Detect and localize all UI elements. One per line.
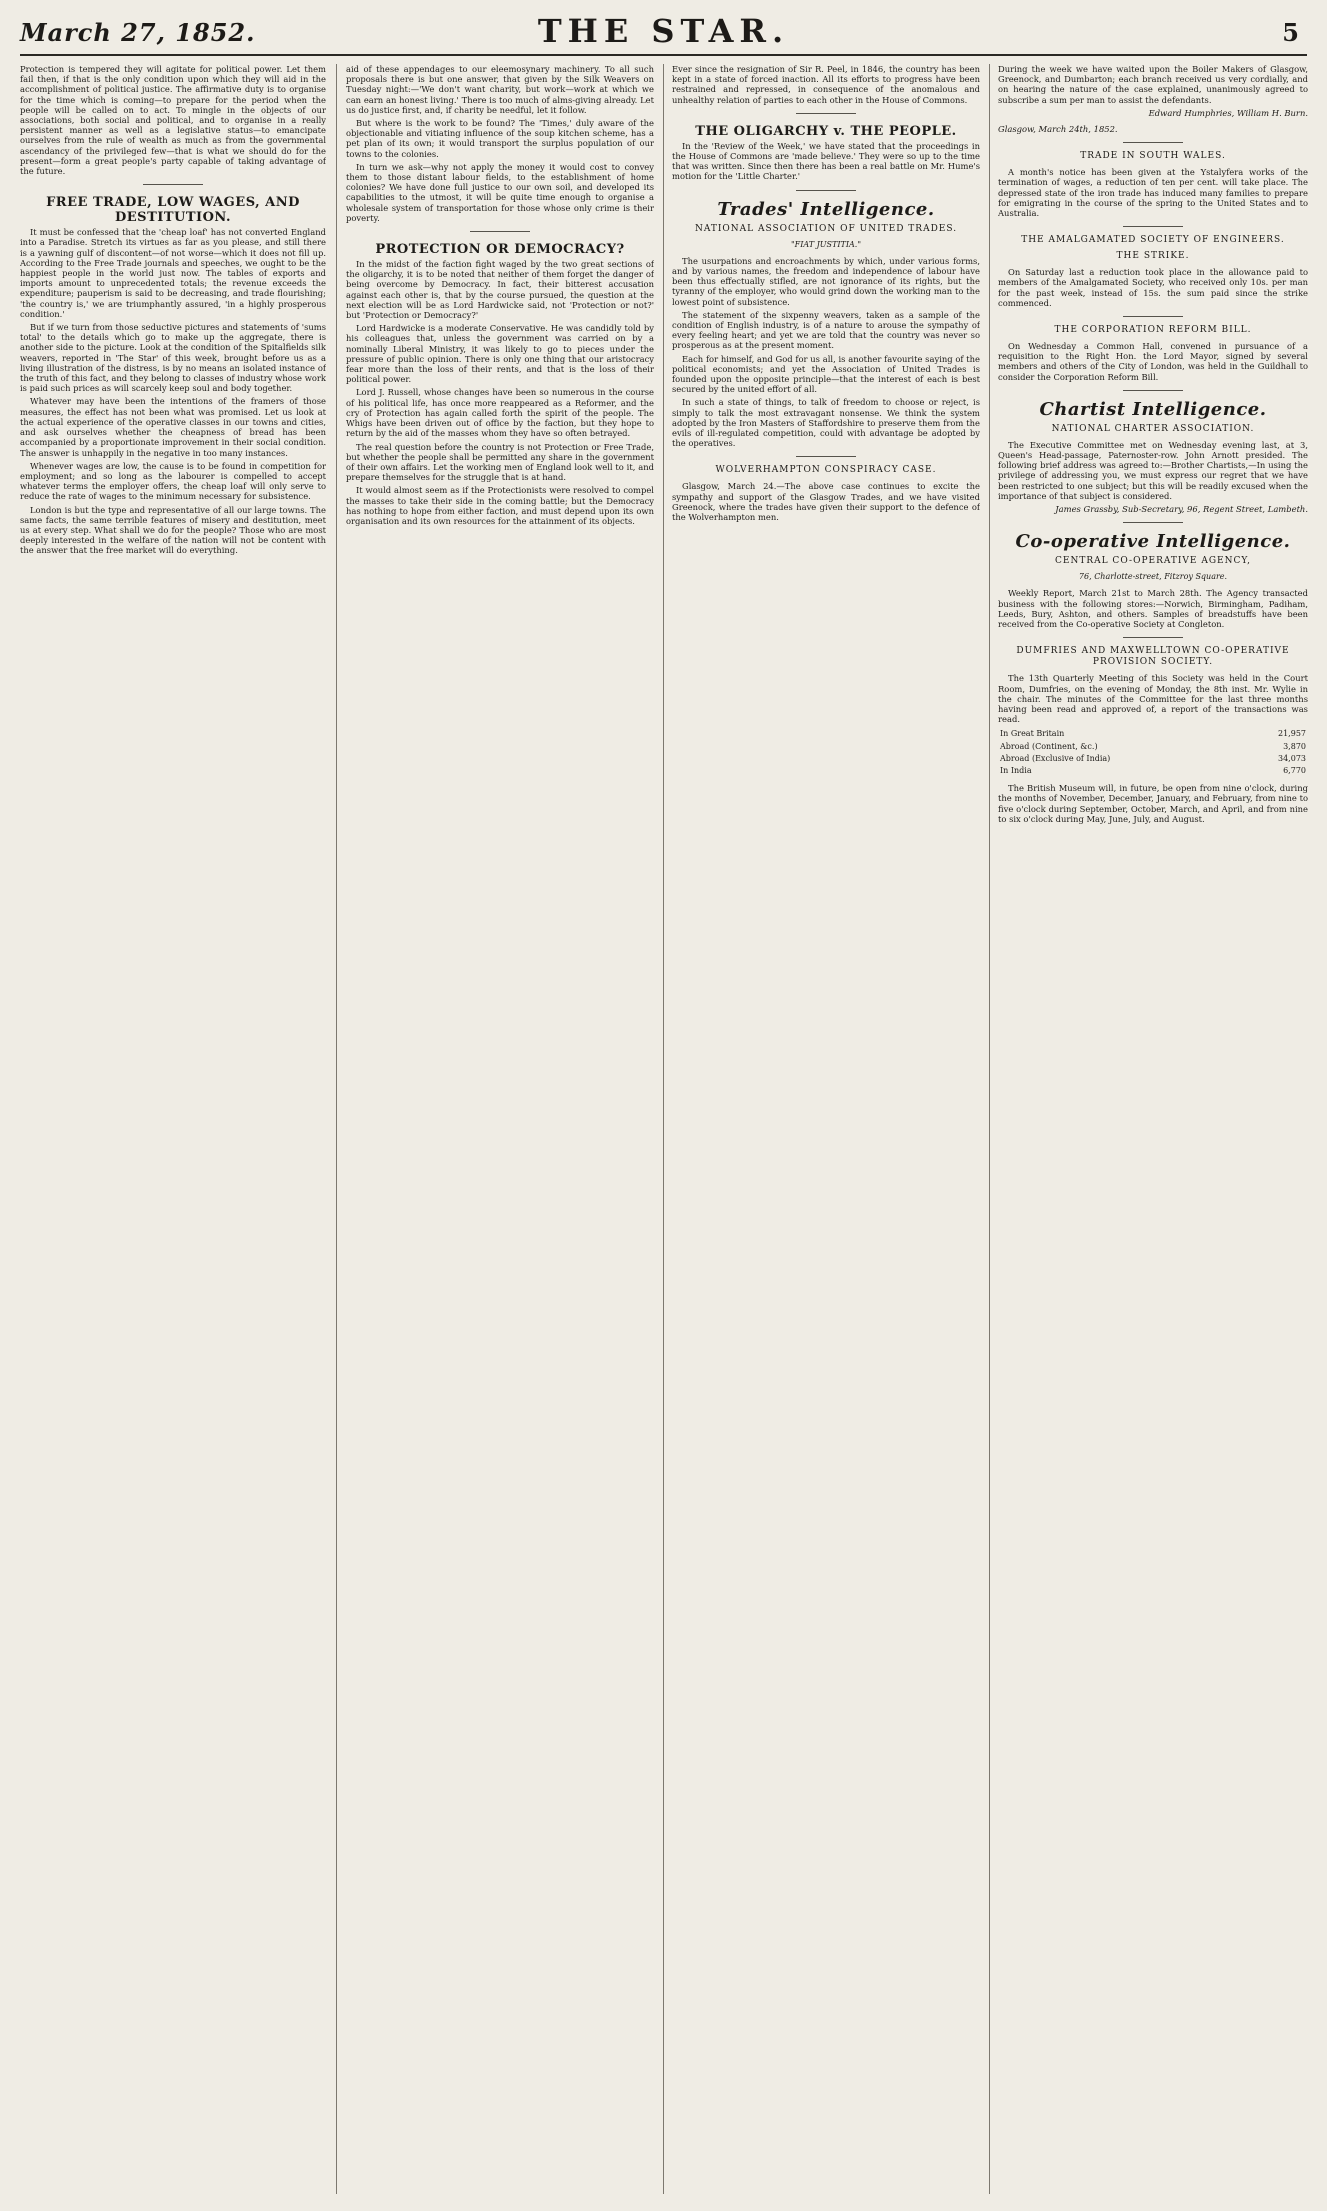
statistics-table (998, 728, 1308, 777)
article-paragraph: But if we turn from those seductive pictures and statements of 'sums total' to the details which go to make up the aggregate, there is another side to the picture. Look at the condition of the Spitalfields silk weavers, reported in 'The Star' of this week, brought before us as a living illustration of the distress, is by no means an isolated instance of the truth of this fact, and they belong to classes of industry whose work is paid such prices as will scarcely keep soul and body together. (20, 322, 326, 394)
column-3 (672, 64, 980, 2194)
article-paragraph: During the week we have waited upon the Boiler Makers of Glasgow, Greenock, and Dumbarton; each branch received us very cordially, and on hearing the nature of the case explained, unanimously agreed to subscribe a sum per man to assist the defendants. (998, 64, 1308, 105)
article-paragraph: But where is the work to be found? The 'Times,' duly aware of the objectionable and vitiating influence of the soup kitchen scheme, has a pet plan of its own; it would transport the surplus population of our towns to the colonies. (346, 118, 654, 159)
table-cell-label: In Great Britain (1000, 729, 1065, 739)
article-paragraph: Whenever wages are low, the cause is to be found in competition for employment; and so long as the labourer is compelled to accept whatever terms the employer offers, the cheap loaf will only serve to reduce the rate of wages to the minimum necessary for subsistence. (20, 460, 326, 502)
article-paragraph: Lord Hardwicke is a moderate Conservative. He was candidly told by his colleagues that, unless the government was carried on by a nominally Liberal Ministry, it was likely to go to pieces under the pressure of public opinion. There is only one thing that our aristocracy fear more than the loss of their rents, and that is the loss of their political power. (346, 323, 654, 385)
newspaper-title: THE STAR. (537, 12, 790, 50)
page-number: 5 (1282, 18, 1299, 47)
table-cell-value: 21,957 (1278, 729, 1306, 739)
article-paragraph: Lord J. Russell, whose changes have been so numerous in the course of his political life, has once more reappeared as a Reformer, and the cry of Protection has again called forth the spirit of the people. The Whigs have been driven out of office by the faction, but they hope to return by the aid of the masses whom they have so often betrayed. (346, 387, 654, 439)
article-paragraph: Each for himself, and God for us all, is another favourite saying of the political economists; and yet the Association of United Trades is founded upon the opposite principle—that the interest of each is best secured by the united effort of all. (672, 353, 980, 395)
section-divider (1123, 316, 1183, 317)
article-paragraph: On Wednesday a Common Hall, convened in pursuance of a requisition to the Right Hon. the Lord Mayor, signed by several members and others of the City of London, was held in the Guildhall to consider the Corporation Reform Bill. (998, 341, 1308, 382)
section-divider (796, 456, 856, 457)
table-row (998, 728, 1308, 740)
article-subheading: TRADE IN SOUTH WALES. (1080, 151, 1226, 162)
column-1 (20, 64, 326, 2194)
article-paragraph: The usurpations and encroachments by which, under various forms, and by various names, the freedom and independence of labour have been thus effectually stifled, are not ignorance of its rights, but the tyranny of the employer, who would grind down the working man to the lowest point of subsistence. (672, 255, 980, 307)
article-paragraph: The Executive Committee met on Wednesday evening last, at 3, Queen's Head-passage, Paternoster-row. John Arnott presided. The following brief address was agreed to:—Brother Chartists,—In using the privilege of addressing you, we must express our regret that we have been restricted to one subject; but this will be readily excused when the importance of that subject is considered. (998, 439, 1308, 501)
section-divider (1123, 226, 1183, 227)
article-paragraph: aid of these appendages to our eleemosynary machinery. To all such proposals there is but one answer, that given by the Silk Weavers on Tuesday night:—'We don't want charity, but work—work at which we can earn an honest living.' There is too much of alms-giving already. Let us do justice first, and, if charity be needful, let it follow. (346, 64, 654, 115)
article-paragraph: The British Museum will, in future, be open from nine o'clock, during the months of November, December, January, and February, from nine to five o'clock during September, October, March, and April, and from nine to six o'clock during May, June, July, and August. (998, 783, 1308, 824)
article-subheading: THE CORPORATION REFORM BILL. (1054, 325, 1252, 336)
section-divider (796, 113, 856, 114)
masthead (20, 10, 1307, 56)
section-heading: Trades' Intelligence. (717, 198, 935, 220)
table-cell-value: 3,870 (1283, 741, 1306, 751)
article-paragraph: London is but the type and representative of all our large towns. The same facts, the same terrible features of misery and destitution, meet us at every step. What shall we do for the people? Those who are most deeply interested in the welfare of the nation will not be content with the answer that the free market will do everything. (20, 504, 326, 556)
article-paragraph: Whatever may have been the intentions of the framers of those measures, the effect has not been what was promised. Let us look at the actual experience of the operative classes in our towns and cities, and ask ourselves whether the cheapness of bread has been accompanied by a proportionate improvement in their social condition. The answer is unhappily in the negative in too many instances. (20, 396, 326, 458)
table-cell-label: In India (1000, 765, 1032, 775)
column-rule (663, 64, 664, 2194)
issue-date: March 27, 1852. (20, 18, 256, 47)
address-line: 76, Charlotte-street, Fitzroy Square. (1078, 572, 1228, 582)
article-heading: THE OLIGARCHY v. THE PEOPLE. (695, 123, 957, 139)
section-divider (1123, 637, 1183, 638)
article-subheading: CENTRAL CO-OPERATIVE AGENCY, (1054, 556, 1252, 567)
article-paragraph: Ever since the resignation of Sir R. Peel, in 1846, the country has been kept in a state of forced inaction. All its efforts to progress have been restrained and repressed, in consequence of the anomalous and unhealthy relation of parties to each other in the House of Commons. (672, 64, 980, 105)
article-paragraph: Protection is tempered they will agitate for political power. Let them fail then, if that is the only condition upon which they will aid in the accomplishment of political justice. The affirmative duty is to organise for the time which is coming—to prepare for the period when the people will be called on to act. To mingle in the objects of our associations, both social and political, and to organise in a really persistent manner as well as a legislative status—to emancipate ourselves from the rule of wealth as much as from the governmental ascendancy of the privileged few—that is what we should do for the present—form a great people's party capable of taking advantage of the future. (20, 64, 326, 177)
article-subheading: NATIONAL ASSOCIATION OF UNITED TRADES. (694, 223, 958, 234)
section-divider (1123, 142, 1183, 143)
table-row (998, 753, 1308, 765)
article-paragraph: On Saturday last a reduction took place in the allowance paid to members of the Amalgamated Society, who received only 10s. per man for the past week, instead of 15s. the sum paid since the strike commenced. (998, 267, 1308, 308)
table-cell-label: Abroad (Continent, &c.) (1000, 741, 1098, 751)
motto: "FIAT JUSTITIA." (790, 239, 862, 249)
article-paragraph: In the midst of the faction fight waged by the two great sections of the oligarchy, it is to be noted that neither of them forget the danger of being overcome by Democracy. In fact, their bitterest accusation against each other is, that by the course pursued, the question at the next election will be as Lord Hardwicke said, not 'Protection or not?' but 'Protection or Democracy?' (346, 259, 654, 321)
section-divider (143, 184, 203, 185)
article-paragraph: A month's notice has been given at the Ystalyfera works of the termination of wages, a reduction of ten per cent. will take place. The depressed state of the iron trade has induced many families to prepare for emigrating in the course of the spring to the United States and to Australia. (998, 167, 1308, 219)
signature: James Grassby, Sub-Secretary, 96, Regent Street, Lambeth. (1055, 504, 1308, 515)
article-subheading: NATIONAL CHARTER ASSOCIATION. (1051, 423, 1255, 434)
article-paragraph: In such a state of things, to talk of freedom to choose or reject, is simply to talk the most extravagant nonsense. We think the system adopted by the Iron Masters of Staffordshire to preserve them from the evils of ill-regulated competition, could with advantage be adopted by the operatives. (672, 397, 980, 449)
section-heading: Co-operative Intelligence. (1015, 531, 1291, 553)
section-divider (470, 231, 530, 232)
article-paragraph: In the 'Review of the Week,' we have stated that the proceedings in the House of Commons are 'made believe.' They were so up to the time that was written. Since then there has been a real battle on Mr. Hume's motion for the 'Little Charter.' (672, 140, 980, 182)
article-subheading: WOLVERHAMPTON CONSPIRACY CASE. (715, 465, 937, 476)
signature: Edward Humphries, William H. Burn. (1148, 107, 1308, 118)
table-cell-value: 34,073 (1278, 753, 1306, 763)
table-cell-value: 6,770 (1283, 765, 1306, 775)
article-paragraph: The 13th Quarterly Meeting of this Society was held in the Court Room, Dumfries, on the evening of Monday, the 8th inst. Mr. Wylie in the chair. The minutes of the Committee for the last three months having been read and approved of, a report of the transactions was read. (998, 673, 1308, 725)
article-subheading: THE AMALGAMATED SOCIETY OF ENGINEERS. (1021, 235, 1285, 246)
article-paragraph: The statement of the sixpenny weavers, taken as a sample of the condition of English industry, is of a nature to arouse the sympathy of every feeling heart; and yet we are told that the country was never so prosperous as at the present moment. (672, 309, 980, 351)
article-subheading: DUMFRIES AND MAXWELLTOWN CO-OPERATIVE PROVISION SOCIETY. (1016, 646, 1290, 668)
column-rule (989, 64, 990, 2194)
article-paragraph: It must be confessed that the 'cheap loaf' has not converted England into a Paradise. Stretch its virtues as far as you please, and still there is a yawning gulf of discontent—of not worse—which it does not fill up. According to the Free Trade journals and speeches, we ought to be the happiest people in the world just now. The tables of exports and imports amount to unprecedented totals; the revenue exceeds the expenditure; pauperism is said to be decreasing, and trade flourishing; 'the country is,' we are triumphantly assured, 'in a highly prosperous condition.' (20, 227, 326, 319)
column-2 (346, 64, 654, 2194)
article-paragraph: In turn we ask—why not apply the money it would cost to convey them to those distant labour fields, to the establishment of home colonies? We have done full justice to our own soil, and developed its capabilities to the utmost, it will be quite time enough to organise a wholesale system of transportation for those whose only crime is their poverty. (346, 161, 654, 223)
table-cell-label: Abroad (Exclusive of India) (1000, 753, 1111, 763)
article-paragraph: The real question before the country is not Protection or Free Trade, but whether the people shall be permitted any share in the government of their own affairs. Let the working men of England look well to it, and prepare themselves for the struggle that is at hand. (346, 441, 654, 483)
dateline: Glasgow, March 24th, 1852. (998, 124, 1118, 135)
section-divider (1123, 390, 1183, 391)
table-row (998, 765, 1308, 777)
section-divider (796, 190, 856, 191)
section-divider (1123, 522, 1183, 523)
column-rule (336, 64, 337, 2194)
article-paragraph: It would almost seem as if the Protectionists were resolved to compel the masses to take their side in the coming battle; but the Democracy has nothing to hope from either faction, and must depend upon its own organisation and its own resources for the attainment of its objects. (346, 485, 654, 526)
column-4 (998, 64, 1308, 2194)
article-heading: FREE TRADE, LOW WAGES, AND DESTITUTION. (46, 195, 300, 226)
table-row (998, 741, 1308, 753)
article-paragraph: Glasgow, March 24.—The above case continues to excite the sympathy and support of the Glasgow Trades, and we have visited Greenock, where the trades have given their support to the defence of the Wolverhampton men. (672, 481, 980, 523)
article-heading: PROTECTION OR DEMOCRACY? (375, 242, 625, 258)
article-subheading: THE STRIKE. (1116, 251, 1190, 262)
article-paragraph: Weekly Report, March 21st to March 28th. The Agency transacted business with the following stores:—Norwich, Birmingham, Padiham, Leeds, Bury, Ashton, and others. Samples of breadstuffs have been received from the Co-operative Society at Congleton. (998, 588, 1308, 630)
section-heading: Chartist Intelligence. (1039, 398, 1267, 420)
